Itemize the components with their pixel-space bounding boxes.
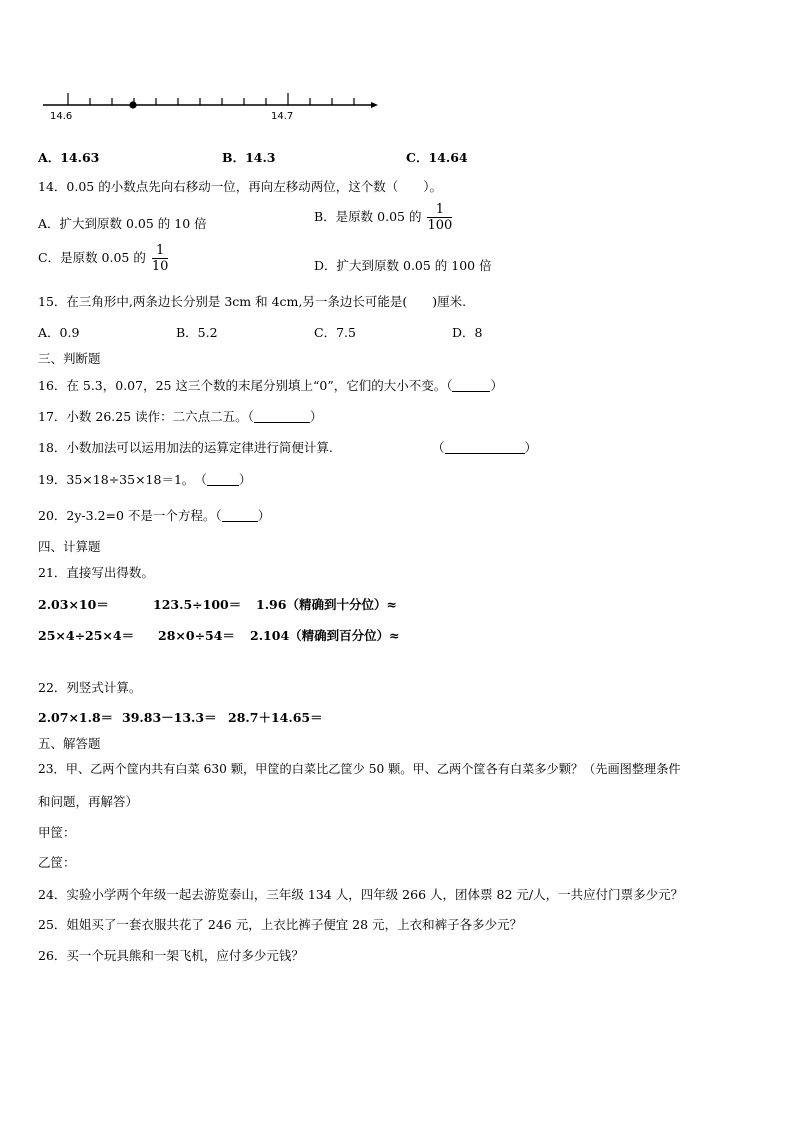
answer-blank[interactable] <box>207 473 239 486</box>
q19-text: 19．35×18÷35×18＝1。 （ <box>38 472 207 487</box>
q20 <box>38 506 270 524</box>
fraction-denominator: 100 <box>427 218 453 233</box>
section-title-judgement: 三、判断题 <box>38 351 101 366</box>
answer-blank[interactable] <box>452 379 490 392</box>
section-title-word-problems: 五、解答题 <box>38 736 101 751</box>
q19 <box>38 470 251 488</box>
q13-option-c: C．14.64 <box>406 150 468 165</box>
q17 <box>38 407 322 425</box>
q13-option-a: A．14.63 <box>38 150 100 165</box>
q15-option-a: A．0.9 <box>38 325 80 340</box>
q25: 25．姐姐买了一套衣服共花了 246 元，上衣比裤子便宜 28 元，上衣和裤子各多少元？ <box>38 917 523 932</box>
q14-option-d: D．扩大到原数 0.05 的 100 倍 <box>314 258 492 273</box>
q18-close-paren: ） <box>524 440 538 455</box>
q14-option-b <box>314 203 452 232</box>
section-title-calculation: 四、计算题 <box>38 539 101 554</box>
number-line <box>40 88 385 114</box>
q15-stem: 15．在三角形中,两条边长分别是 3cm 和 4cm,另一条边长可能是( )厘米. <box>38 294 467 309</box>
q20-text: 20．2y-3.2=0 不是一个方程。（ <box>38 508 222 523</box>
q15-option-d: D．8 <box>452 325 483 340</box>
q21-stem: 21．直接写出得数。 <box>38 565 154 580</box>
q18 <box>38 438 333 456</box>
q23-jia-label: 甲筐： <box>38 825 76 840</box>
q21-item: 2.03×10＝ <box>38 597 109 612</box>
q22-stem: 22．列竖式计算。 <box>38 680 142 695</box>
number-line-right-label: 14.7 <box>271 111 294 122</box>
q16 <box>38 376 503 394</box>
number-line-point <box>129 101 136 108</box>
q19-close-paren: ） <box>238 472 252 487</box>
fraction-numerator: 1 <box>427 203 452 218</box>
q13-option-b: B．14.3 <box>222 150 276 165</box>
q16-close-paren: ） <box>490 378 503 393</box>
q14-option-b-fraction <box>427 203 452 232</box>
answer-blank[interactable] <box>445 441 525 454</box>
q21-item: 28×0÷54＝ <box>158 628 235 643</box>
fraction-denominator: 10 <box>151 259 169 274</box>
answer-blank[interactable] <box>222 509 258 522</box>
q20-close-paren: ） <box>257 508 271 523</box>
q14-option-b-text: B．是原数 0.05 的 <box>314 209 422 224</box>
answer-blank[interactable] <box>254 410 310 423</box>
q14-option-c-fraction <box>152 244 169 273</box>
q15-option-c: C．7.5 <box>314 325 356 340</box>
q23-yi-label: 乙筐： <box>38 855 76 870</box>
q24: 24．实验小学两个年级一起去游览泰山，三年级 134 人，四年级 266 人，团体票 82 元/人，一共应付门票多少元？ <box>38 887 684 902</box>
q23-line2: 和问题，再解答） <box>38 794 139 809</box>
q18-answer <box>432 438 537 456</box>
q21-item: 25×4÷25×4＝ <box>38 628 135 643</box>
q21-item: 123.5÷100＝ <box>153 597 242 612</box>
q21-item: 2.104（精确到百分位）≈ <box>250 628 400 643</box>
q15-option-b: B．5.2 <box>176 325 218 340</box>
fraction-numerator: 1 <box>152 244 169 259</box>
q14-stem: 14．0.05 的小数点先向右移动一位，再向左移动两位，这个数（ ）。 <box>38 179 442 194</box>
q14-option-a: A．扩大到原数 0.05 的 10 倍 <box>38 216 207 231</box>
q18-text: 18．小数加法可以运用加法的运算定律进行简便计算. <box>38 440 333 455</box>
q14-option-c-text: C．是原数 0.05 的 <box>38 250 146 265</box>
q21-item: 1.96（精确到十分位）≈ <box>256 597 397 612</box>
q22-item: 39.83－13.3＝ <box>122 710 217 725</box>
q17-text: 17．小数 26.25 读作：二六点二五。（ <box>38 409 254 424</box>
q18-open-paren: （ <box>432 440 445 455</box>
q17-close-paren: ） <box>309 409 323 424</box>
q14-option-c <box>38 244 168 273</box>
q26: 26．买一个玩具熊和一架飞机，应付多少元钱？ <box>38 948 304 963</box>
q22-item: 28.7＋14.65＝ <box>228 710 323 725</box>
q23-line1: 23．甲、乙两个筐内共有白菜 630 颗，甲筐的白菜比乙筐少 50 颗。甲、乙两个筐各有白菜多少颗？（先画图整理条件 <box>38 762 681 776</box>
q22-item: 2.07×1.8＝ <box>38 710 114 725</box>
number-line-left-label: 14.6 <box>50 111 73 122</box>
q16-text: 16．在 5.3，0.07，25 这三个数的末尾分别填上“0”，它们的大小不变。（ <box>38 378 453 393</box>
